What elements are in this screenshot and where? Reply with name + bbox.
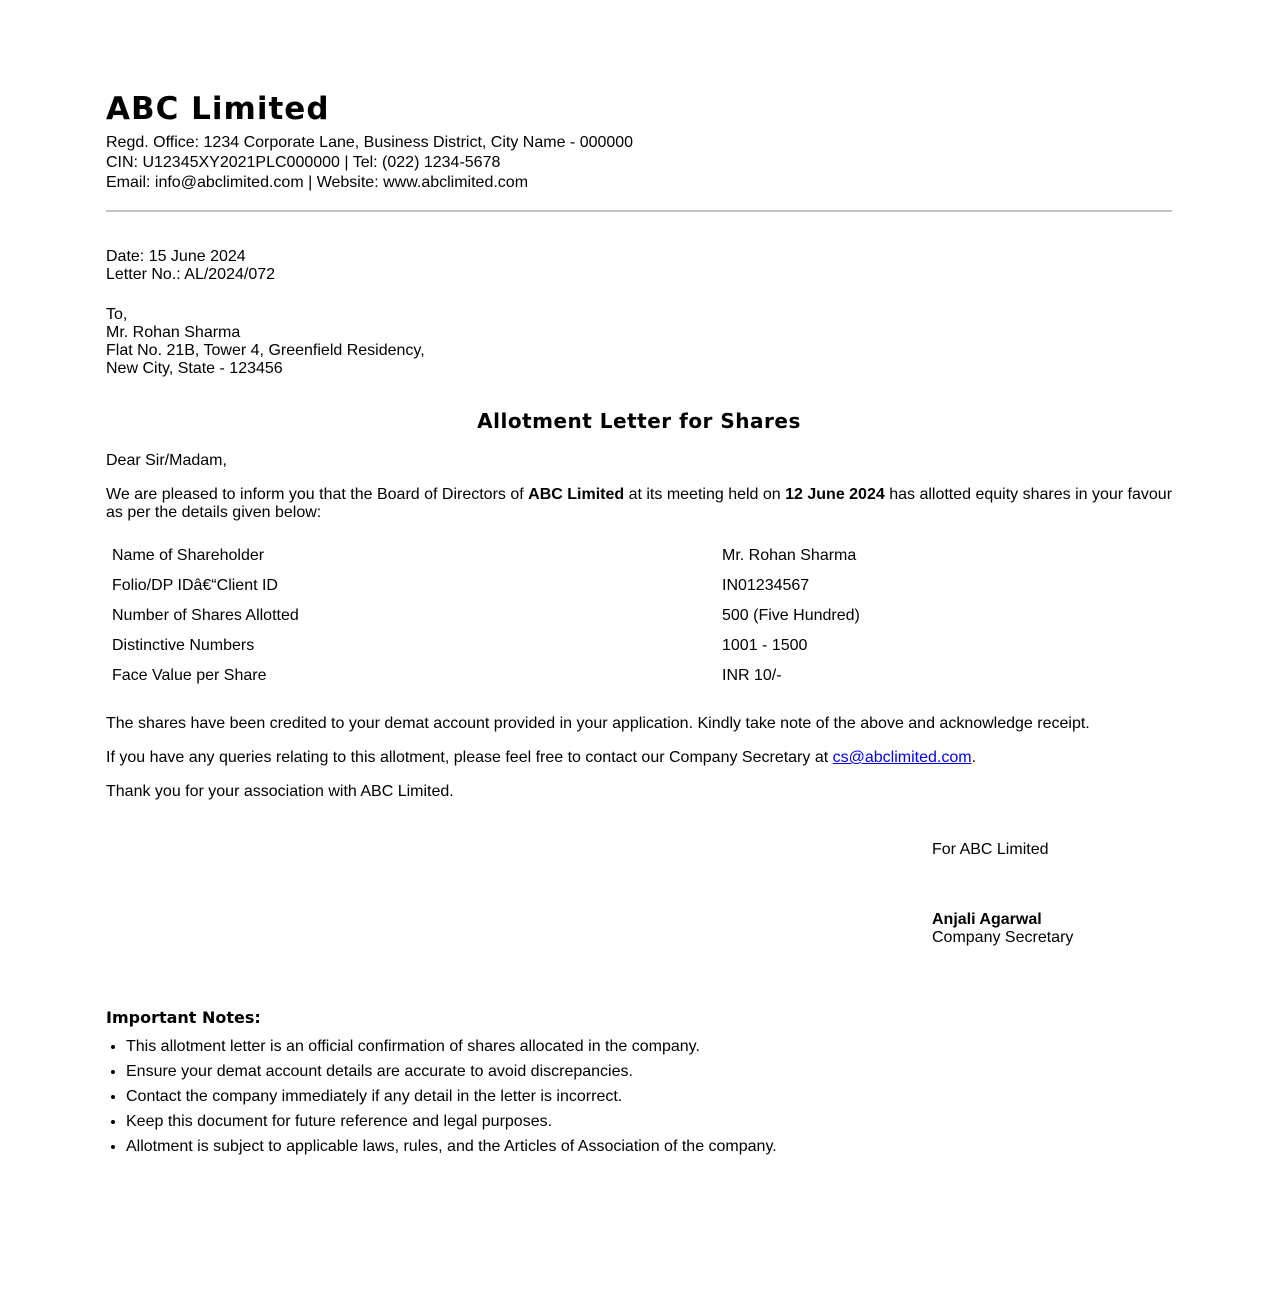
signature-block [932, 841, 1073, 947]
table-row [108, 632, 1170, 660]
table-row [108, 602, 1170, 630]
intro-paragraph [106, 486, 1176, 522]
intro-text-1: We are pleased to inform you that the Board of Directors of [106, 486, 529, 503]
letter-meta [106, 248, 275, 284]
detail-value: IN01234567 [722, 577, 810, 594]
company-registered-office: Regd. Office: 1234 Corporate Lane, Business District, City Name - 000000 [106, 134, 634, 151]
letter-title: Allotment Letter for Shares [477, 409, 801, 433]
detail-value: Mr. Rohan Sharma [722, 547, 857, 564]
detail-value: 500 (Five Hundred) [722, 607, 860, 624]
list-item: • Ensure your demat account details are accurate to avoid discrepancies. [126, 1063, 777, 1081]
notes-heading: Important Notes: [106, 1008, 261, 1027]
intro-text-2: at its meeting held on [624, 486, 786, 503]
list-item: • Allotment is subject to applicable laws, rules, and the Articles of Association of the company. [126, 1138, 777, 1156]
detail-label: Folio/DP IDâ€“Client ID [112, 577, 278, 594]
thanks-paragraph: Thank you for your association with ABC Limited. [106, 783, 454, 800]
intro-text-3: has allotted equity shares in your favour as per the details given below: [106, 486, 1173, 521]
company-email-website: Email: info@abclimited.com | Website: www.abclimited.com [106, 174, 529, 191]
signatory-designation: Company Secretary [932, 929, 1074, 946]
intro-meeting-date: 12 June 2024 [785, 486, 885, 503]
table-row [108, 572, 1170, 600]
letter-number: Letter No.: AL/2024/072 [106, 266, 276, 283]
allotment-details-table [106, 540, 1172, 692]
table-row [108, 662, 1170, 690]
detail-value: INR 10/- [722, 667, 782, 684]
notes-list [106, 1038, 777, 1163]
detail-label: Distinctive Numbers [112, 637, 255, 654]
company-name: ABC Limited [106, 91, 330, 127]
recipient-address [106, 306, 425, 378]
recipient-to: To, [106, 306, 128, 323]
queries-text: If you have any queries relating to this allotment, please feel free to contact our Company Secretary at [106, 749, 833, 766]
salutation: Dear Sir/Madam, [106, 452, 227, 469]
intro-company-name: ABC Limited [528, 486, 625, 503]
company-secretary-email-link[interactable]: cs@abclimited.com [832, 749, 972, 766]
detail-value: 1001 - 1500 [722, 637, 808, 654]
letter-date: Date: 15 June 2024 [106, 248, 246, 265]
header-divider [106, 210, 1172, 212]
recipient-address-line-2: New City, State - 123456 [106, 360, 283, 377]
queries-end: . [971, 749, 977, 766]
recipient-address-line-1: Flat No. 21B, Tower 4, Greenfield Residency, [106, 342, 425, 359]
detail-label: Face Value per Share [112, 667, 267, 684]
table-row [108, 542, 1170, 570]
signature-for-line: For ABC Limited [932, 841, 1049, 858]
detail-label: Number of Shares Allotted [112, 607, 299, 624]
list-item: • This allotment letter is an official confirmation of shares allocated in the company. [126, 1038, 777, 1056]
credit-note-paragraph: The shares have been credited to your demat account provided in your application. Kindly take note of the above and acknowledge receipt. [106, 715, 1090, 732]
company-info [106, 133, 633, 193]
detail-label: Name of Shareholder [112, 547, 265, 564]
list-item: • Contact the company immediately if any detail in the letter is incorrect. [126, 1088, 777, 1106]
recipient-name: Mr. Rohan Sharma [106, 324, 241, 341]
company-cin-tel: CIN: U12345XY2021PLC000000 | Tel: (022) 1234-5678 [106, 154, 501, 171]
queries-paragraph [106, 749, 976, 767]
signatory-name: Anjali Agarwal [932, 911, 1042, 928]
list-item: • Keep this document for future reference and legal purposes. [126, 1113, 777, 1131]
